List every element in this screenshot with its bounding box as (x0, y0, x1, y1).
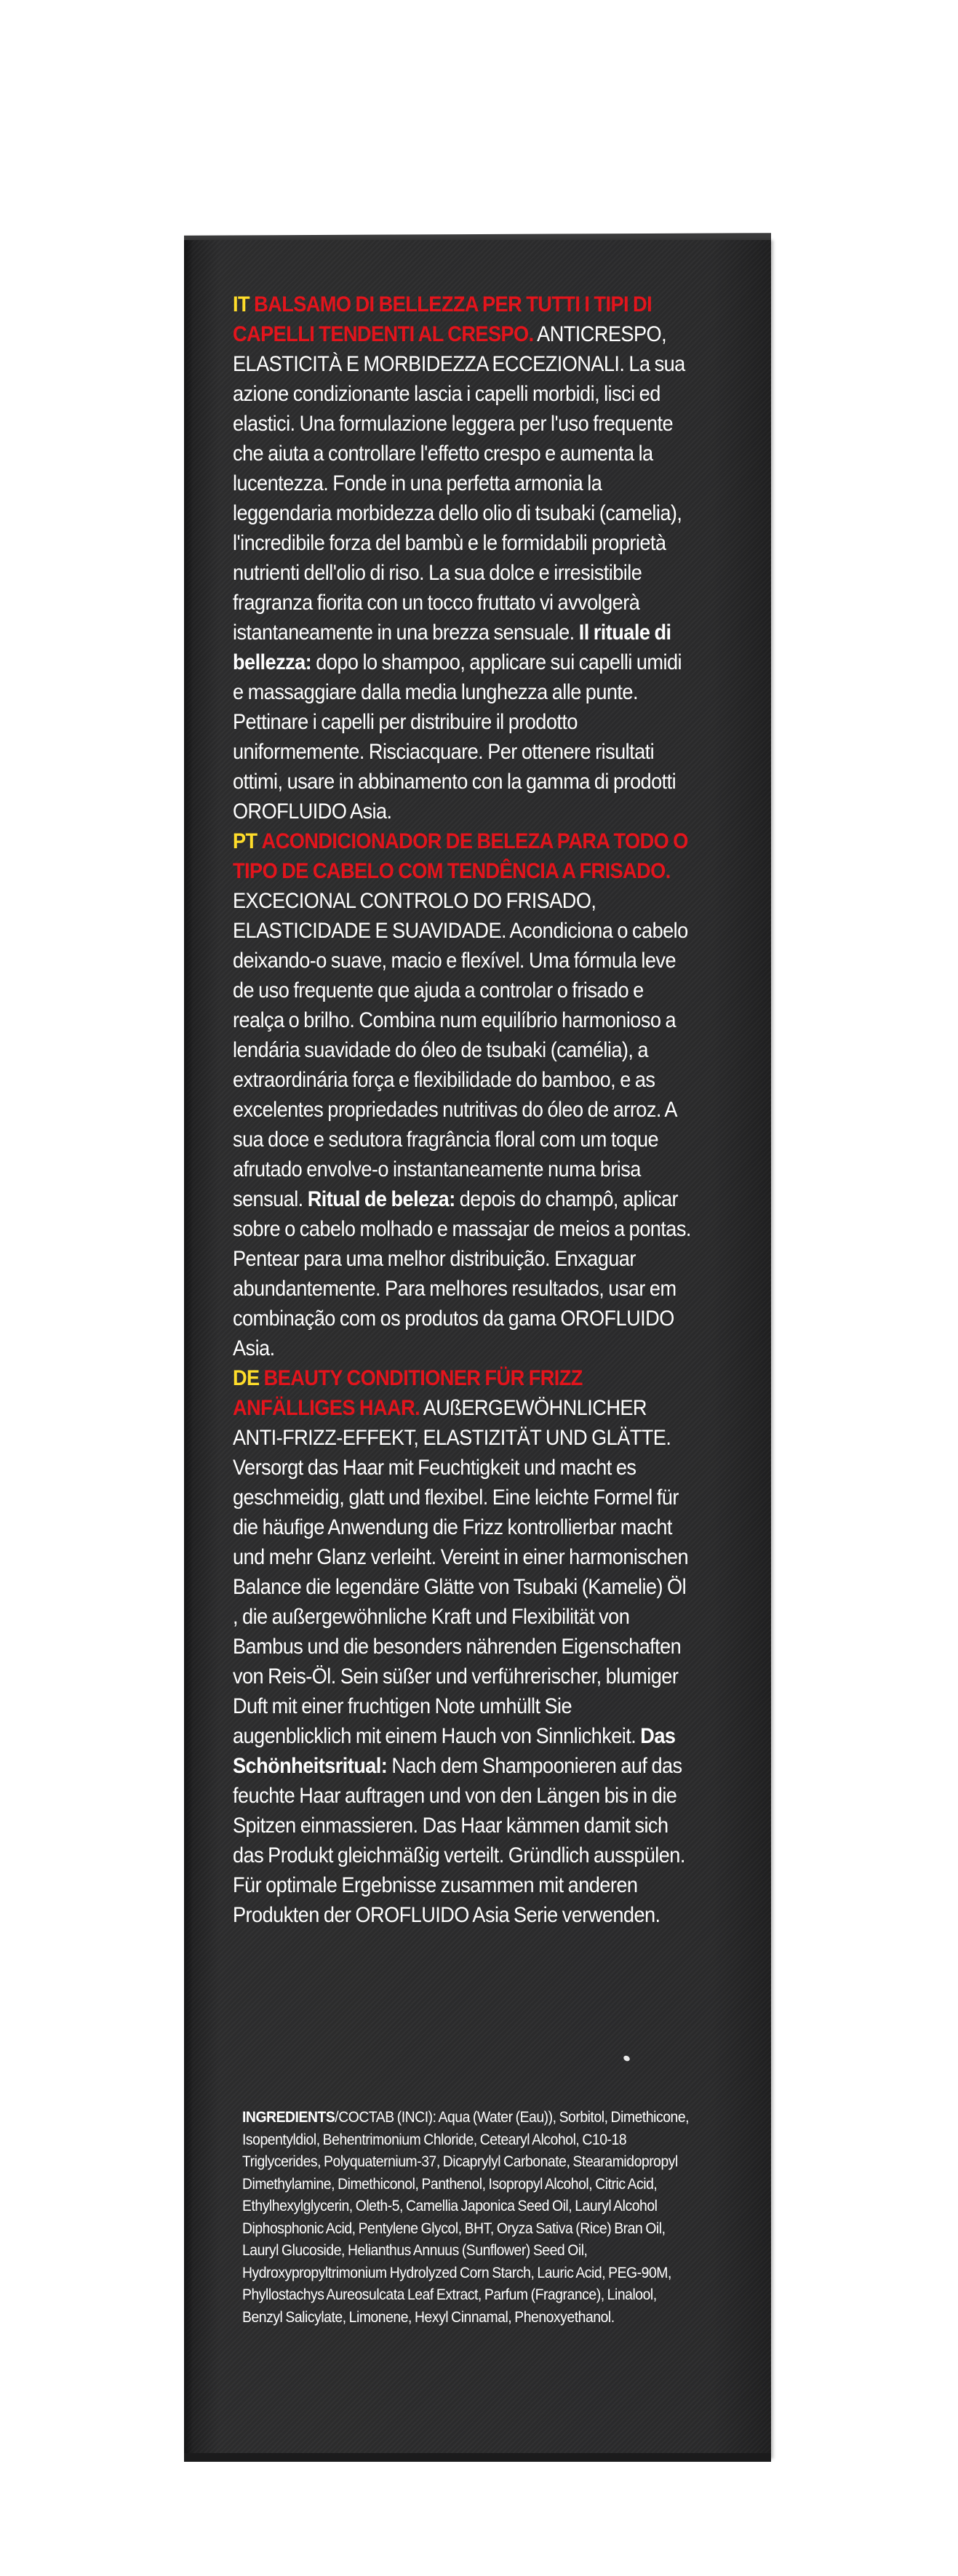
ingredients-label: INGREDIENTS (242, 2108, 335, 2126)
body-it-1: ANTICRESPO, ELASTICITÀ E MORBIDEZZA ECCEZIONALI. La sua azione condizionante lascia i capelli morbidi, lisci ed elastici. Una formulazione leggera per l'uso frequente che aiuta a controllare l'effetto crespo e aumenta la lucentezza. Fonde in una perfetta armonia la leggendaria morbidezza dello olio di tsubaki (camelia), l'incredibile forza del bambù e le formidabili proprietà nutrienti dell'olio di riso. La sua dolce e irresistibile fragranza fiorita con un tocco fruttato vi avvolgerà istantaneamente in una brezza sensuale. (233, 322, 685, 645)
lang-code-it: IT (233, 292, 250, 316)
headline-it: BALSAMO DI BELLEZZA PER TUTTI I TIPI DI CAPELLI TENDENTI AL CRESPO. (233, 292, 652, 346)
ritual-label-de: Das Schönheitsritual: (233, 1724, 676, 1778)
body-pt-1: EXCECIONAL CONTROLO DO FRISADO, ELASTICIDADE E SUAVIDADE. Acondiciona o cabelo deixando-o suave, macio e flexível. Uma fórmula leve de uso frequente que ajuda a controlar o frisado e realça o brilho. Combina num equilíbrio harmonioso a lendária suavidade do óleo de tsubaki (camélia), a extraordinária força e flexibilidade do bamboo, e as excelentes propriedades nutritivas do óleo de arroz. A sua doce e sedutora fragrância floral com um toque afrutado envolve-o instantaneamente numa brisa sensual. (233, 889, 688, 1211)
lang-code-pt: PT (233, 829, 258, 853)
ingredients-list (242, 2106, 690, 2328)
ritual-label-it: Il rituale di bellezza: (233, 621, 671, 674)
body-de-2: Nach dem Shampoonieren auf das feuchte Haar auftragen und von den Längen bis in die Spitzen einmassieren. Das Haar kämmen damit sich das Produkt gleichmäßig verteilt. Gründlich ausspülen. Für optimale Ergebnisse zusammen mit anderen Produkten der OROFLUIDO Asia Serie verwenden. (233, 1754, 685, 1927)
description-text-block (233, 290, 695, 1930)
ritual-label-pt: Ritual de beleza: (307, 1187, 455, 1211)
body-pt-2: depois do champô, aplicar sobre o cabelo molhado e massajar de meios a pontas. Pentear para uma melhor distribuição. Enxaguar abundantemente. Para melhores resultados, usar em combinação com os produtos da gama OROFLUIDO Asia. (233, 1187, 691, 1360)
lang-code-de: DE (233, 1366, 260, 1390)
body-it-2: dopo lo shampoo, applicare sui capelli umidi e massaggiare dalla media lunghezza alle punte. Pettinare i capelli per distribuire il prodotto uniformemente. Risciacquare. Per ottenere risultati ottimi, usare in abbinamento con la gamma di prodotti OROFLUIDO Asia. (233, 650, 682, 824)
section-pt (233, 826, 695, 1363)
headline-de: BEAUTY CONDITIONER FÜR FRIZZ ANFÄLLIGES HAAR. (233, 1366, 583, 1420)
section-it (233, 290, 695, 826)
ingredients-text: /COCTAB (INCI): Aqua (Water (Eau)), Sorbitol, Dimethicone, Isopentyldiol, Behentrimonium Chloride, Cetearyl Alcohol, C10-18 Triglycerides, Polyquaternium-37, Dicaprylyl Carbonate, Stearamidopropyl Dimethylamine, Dimethiconol, Panthenol, Isopropyl Alcohol, Citric Acid, Ethylhexylglycerin, Oleth-5, Camellia Japonica Seed Oil, Lauryl Alcohol Diphosphonic Acid, Pentylene Glycol, BHT, Oryza Sativa (Rice) Bran Oil, Lauryl Glucoside, Helianthus Annuus (Sunflower) Seed Oil, Hydroxypropyltrimonium Hydrolyzed Corn Starch, Lauric Acid, PEG-90M, Phyllostachys Aureosulcata Leaf Extract, Parfum (Fragrance), Linalool, Benzyl Salicylate, Limonene, Hexyl Cinnamal, Phenoxyethanol. (242, 2108, 690, 2326)
body-de-1: AUßERGEWÖHNLICHER ANTI-FRIZZ-EFFEKT, ELASTIZITÄT UND GLÄTTE. Versorgt das Haar mit Feuchtigkeit und macht es geschmeidig, glatt und flexibel. Eine leichte Formel für die häufige Anwendung die Frizz kontrollierbar macht und mehr Glanz verleiht. Vereint in einer harmonischen Balance die legendäre Glätte von Tsubaki (Kamelie) Öl , die außergewöhnliche Kraft und Flexibilität von Bambus und die besonders nährenden Eigenschaften von Reis-Öl. Sein süßer und verführerischer, blumiger Duft mit einer fruchtigen Note umhüllt Sie augenblicklich mit einem Hauch von Sinnlichkeit. (233, 1396, 689, 1748)
headline-pt: ACONDICIONADOR DE BELEZA PARA TODO O TIPO DE CABELO COM TENDÊNCIA A FRISADO. (233, 829, 688, 883)
box-spine-shadow (184, 240, 193, 2459)
box-bottom-edge (184, 2453, 771, 2462)
section-de (233, 1363, 695, 1930)
